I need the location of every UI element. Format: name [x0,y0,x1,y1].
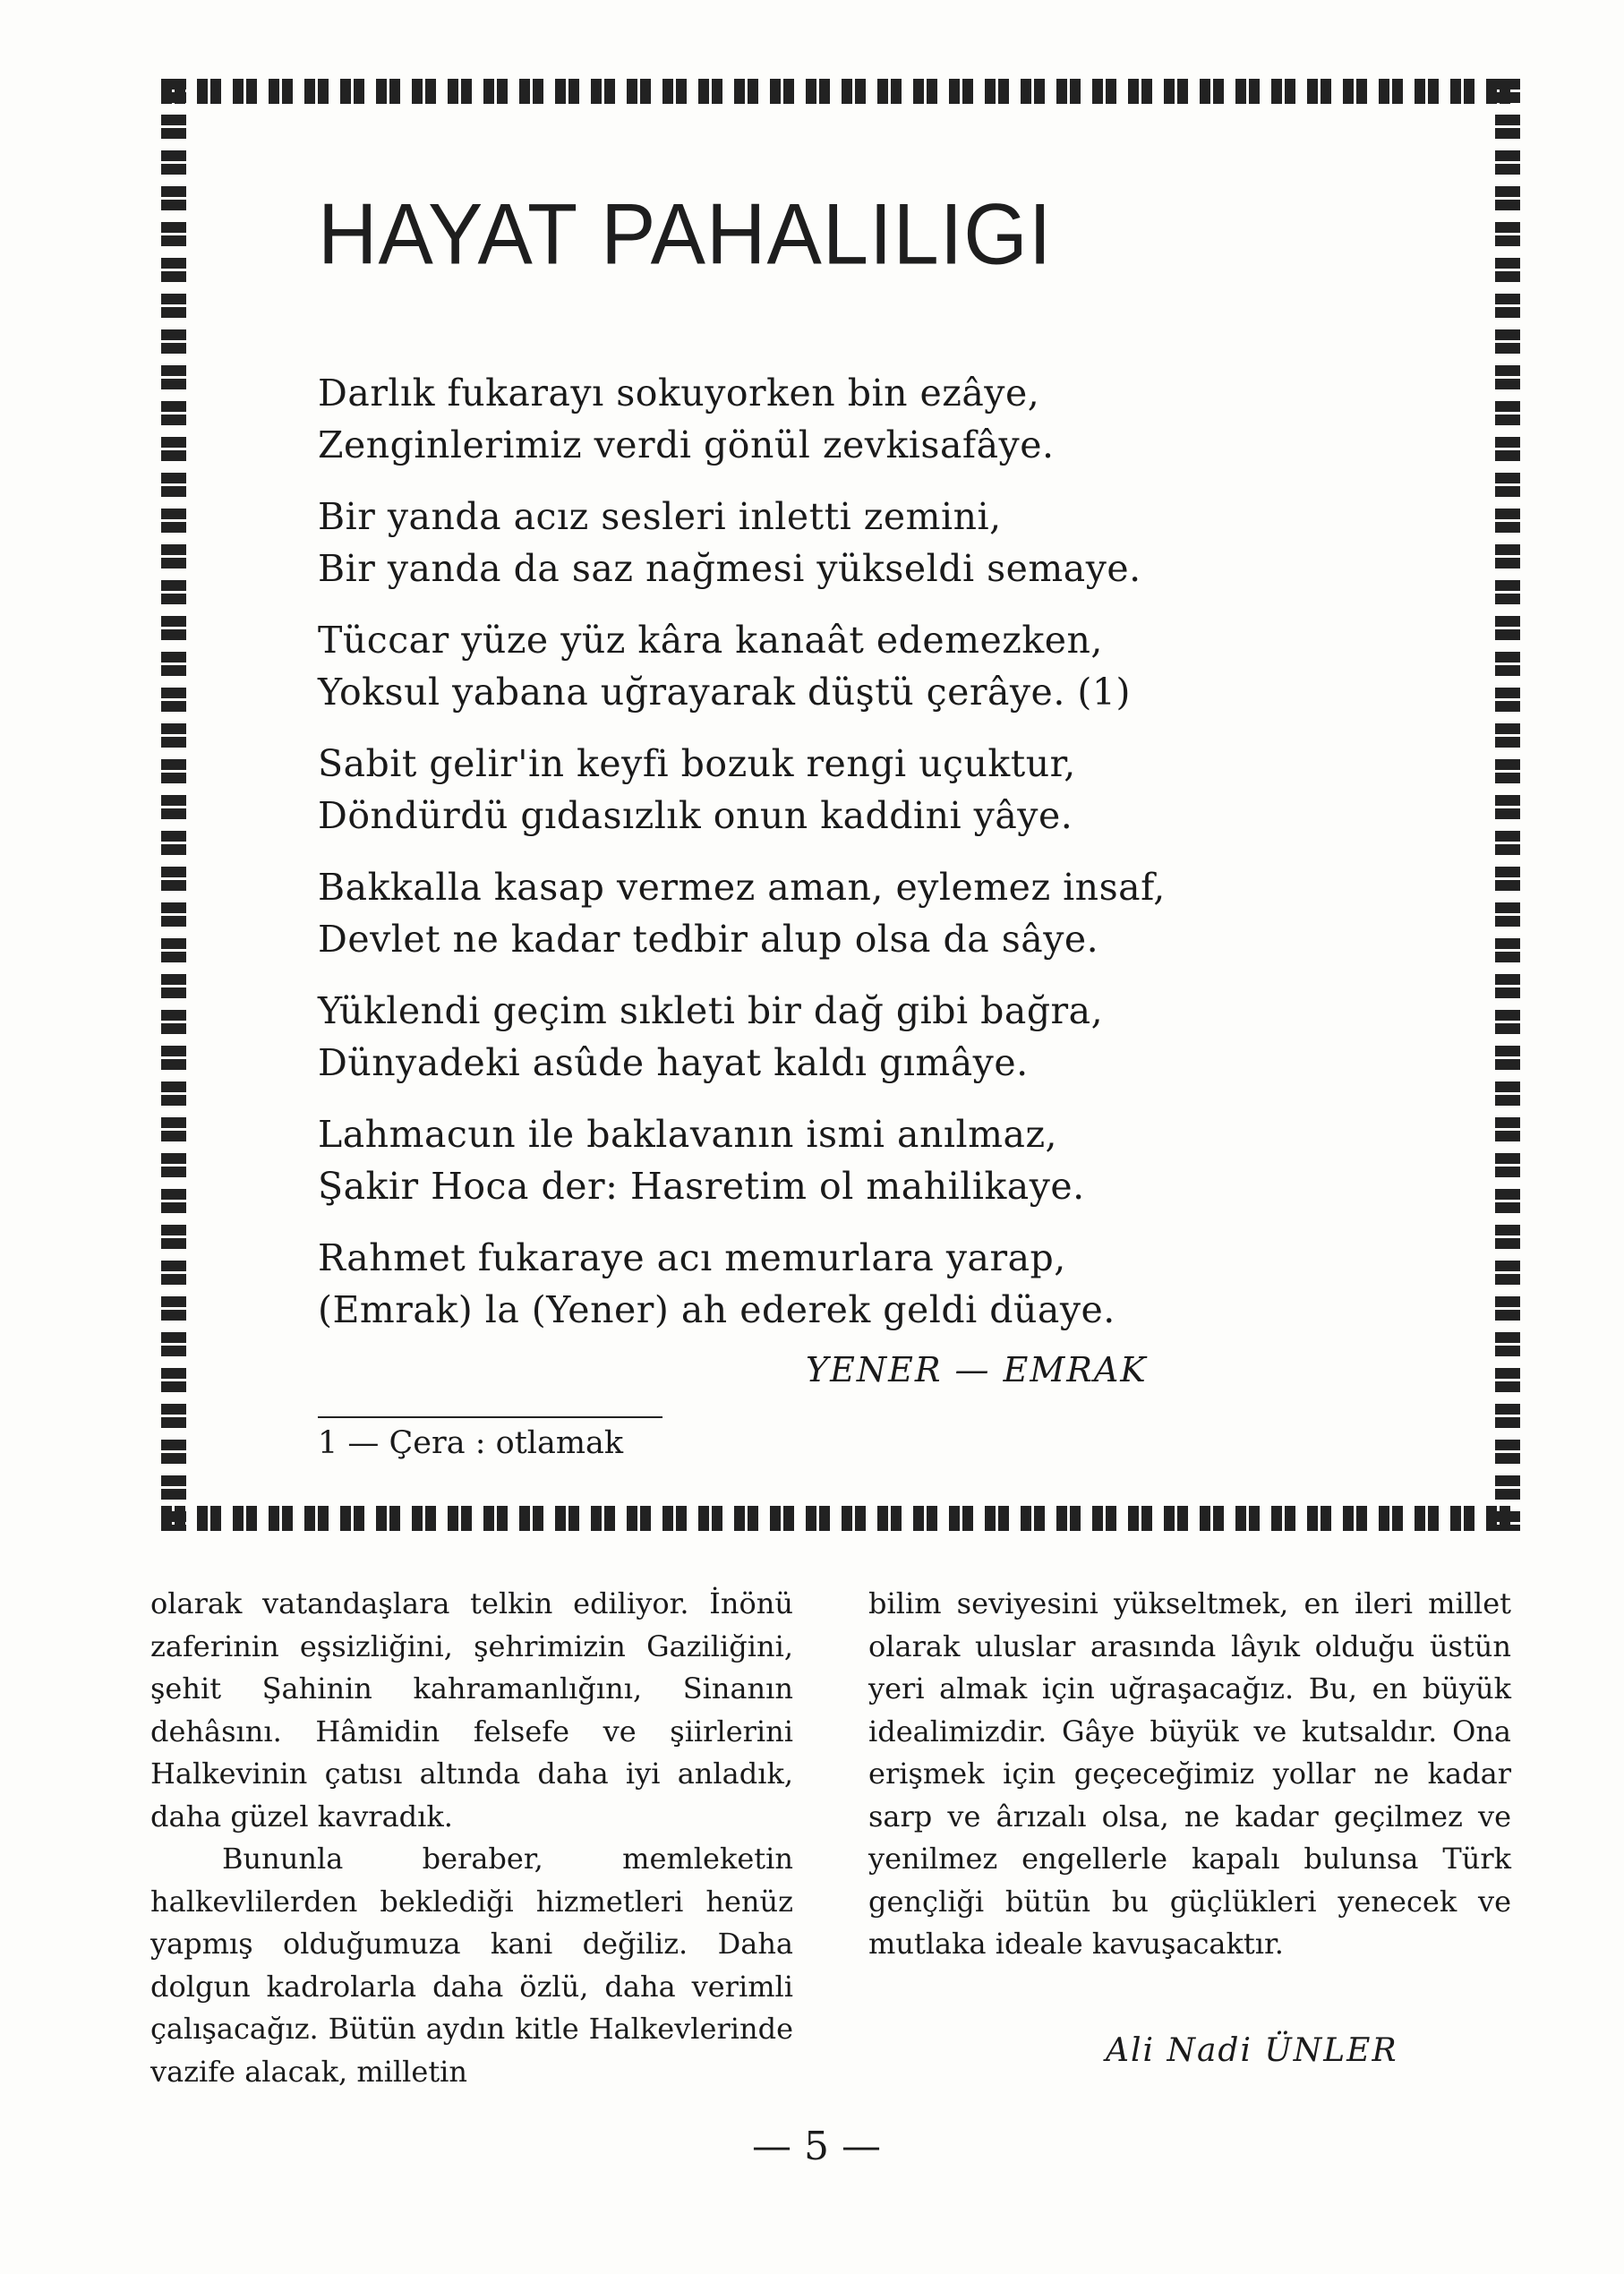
poem-line: Bir yanda da saz nağmesi yükseldi semaye. [318,547,1141,590]
poem-line: Yoksul yabana uğrayarak düştü çerâye. (1) [318,671,1131,714]
poem-line: (Emrak) la (Yener) ah ederek geldi düaye. [318,1288,1115,1331]
stanza [318,738,1482,842]
poem-authors: YENER — EMRAK [806,1350,1148,1389]
paragraph: bilim seviyesini yükseltmek, en ileri millet olarak uluslar arasında lâyık olduğu üstün yeri almak için uğraşacağız. Bu, en büyük idealimizdir. Gâye büyük ve kutsaldır. Ona erişmek için geçeceğimiz yollar ne kadar sarp ve ârızalı olsa, ne kadar geçilmez ve yenilmez engellerle kapalı bulunsa Türk gençliği bütün bu güçlükleri yenecek ve mutlaka ideale kavuşacaktır. [868,1586,1511,1961]
poem-line: Şakir Hoca der: Hasretim ol mahilikaye. [318,1165,1085,1208]
poem-line: Bakkalla kasap vermez aman, eylemez insaf, [318,866,1166,909]
poem-line: Bir yanda acız sesleri inletti zemini, [318,495,1002,538]
poem-line: Yüklendi geçim sıkleti bir dağ gibi bağra, [318,989,1104,1032]
poem-body [318,367,1482,1355]
poem-line: Darlık fukarayı sokuyorken bin ezâye, [318,372,1040,415]
paragraph: Bununla beraber, memleketin halkevlilerden beklediği hizmetleri henüz yapmış olduğumuza kani değiliz. Daha dolgun kadrolarla daha özlü, daha verimli çalışacağız. Bütün aydın kitle Halkevlerinde vazife alacak, milletin [150,1842,793,2089]
stanza [318,1232,1482,1336]
paragraph: olarak vatandaşlara telkin ediliyor. İnönü zaferinin eşsizliğini, şehrimizin Gaziliğini, şehit Şahinin kahramanlığını, Sinanın dehâsını. Hâmidin felsefe ve şiirlerini Halkevinin çatısı altında daha iyi anladık, daha güzel kavradık. [150,1586,793,1834]
footnote: 1 — Çera : otlamak [318,1425,624,1461]
footnote-divider [318,1416,662,1418]
poem-title: HAYAT PAHALILIGI [318,186,1053,283]
poem-line: Devlet ne kadar tedbir alup olsa da sâye. [318,918,1099,961]
poem-line: Rahmet fukaraye acı memurlara yarap, [318,1236,1066,1279]
stanza [318,367,1482,471]
page-number: — 5 — [752,2124,881,2169]
poem-line: Tüccar yüze yüz kâra kanaât edemezken, [318,619,1103,662]
article-column-right [868,1583,1511,1966]
poem-line: Zenginlerimiz verdi gönül zevkisafâye. [318,423,1055,466]
poem-line: Sabit gelir'in keyfi bozuk rengi uçuktur, [318,742,1076,785]
stanza [318,614,1482,718]
stanza [318,861,1482,965]
poem-line: Lahmacun ile baklavanın ismi anılmaz, [318,1113,1058,1156]
poem-line: Dünyadeki asûde hayat kaldı gımâye. [318,1041,1029,1084]
stanza [318,1108,1482,1212]
stanza [318,491,1482,594]
stanza [318,985,1482,1089]
poem-line: Döndürdü gıdasızlık onun kaddini yâye. [318,794,1073,837]
article-column-left [150,1583,793,2093]
article-signature: Ali Nadi ÜNLER [1106,2032,1398,2069]
